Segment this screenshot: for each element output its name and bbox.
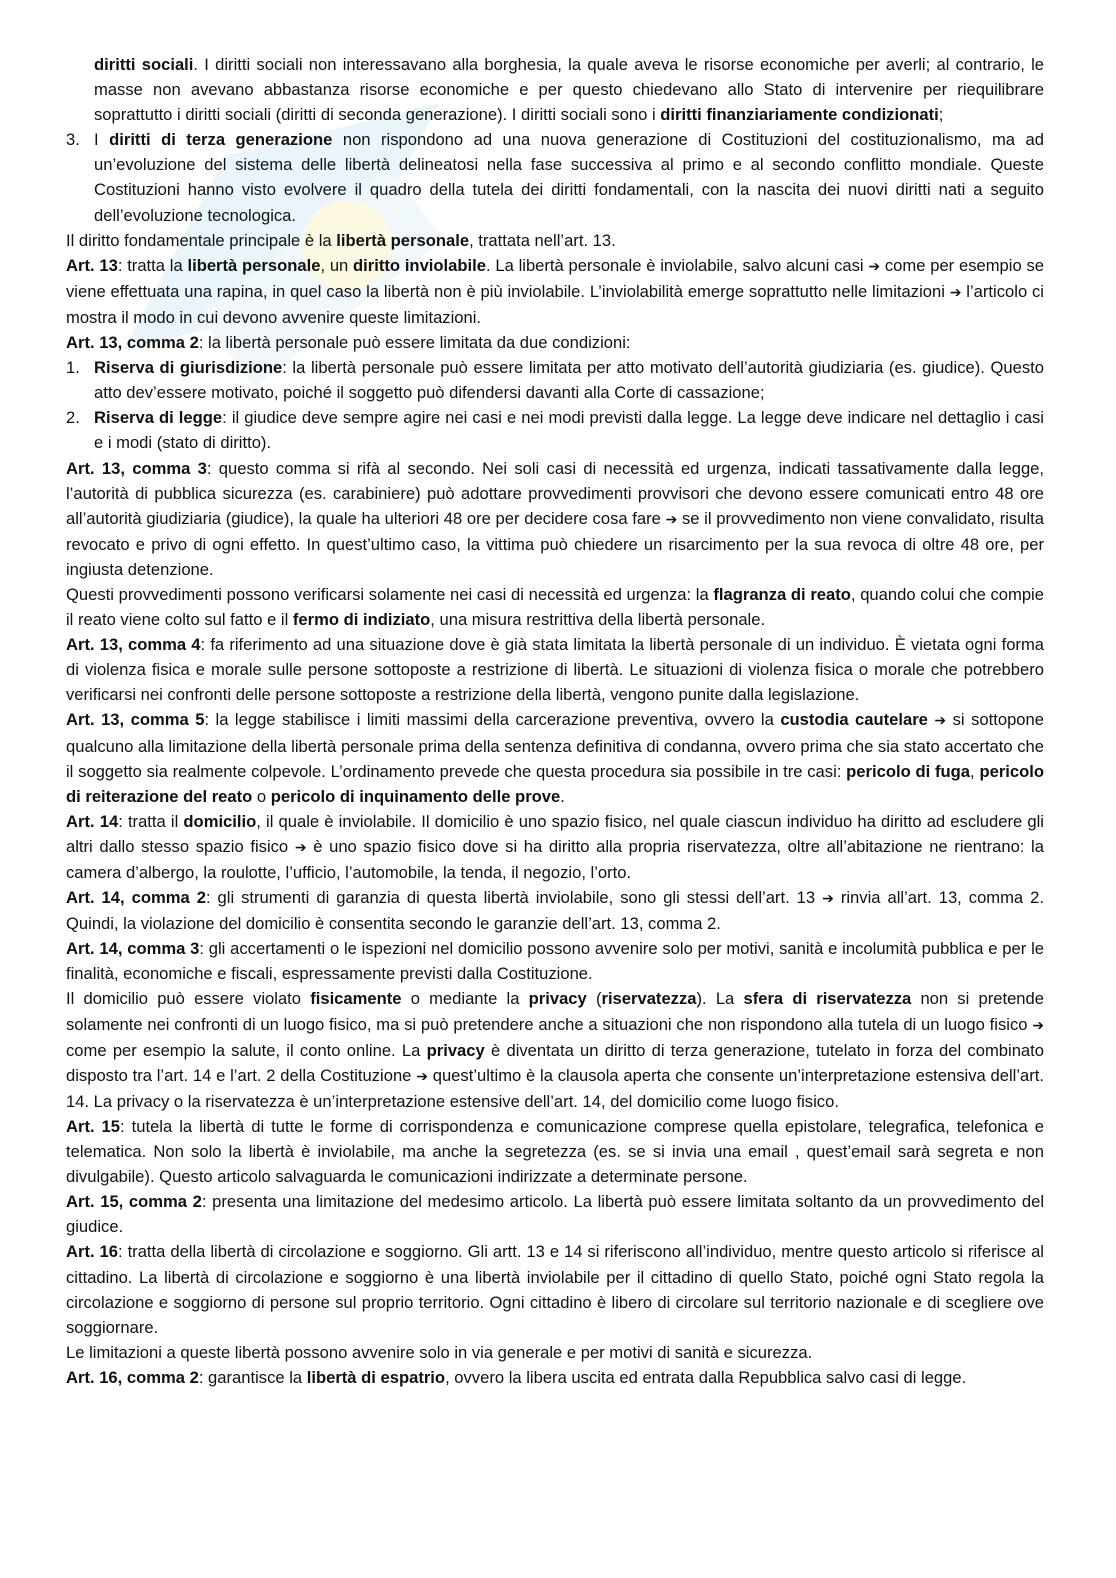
text-run: I — [94, 130, 110, 150]
bold-term: privacy — [426, 1040, 485, 1060]
text-run: Il domicilio può essere violato — [66, 989, 311, 1009]
paragraph-art-14-comma-3 — [66, 936, 1044, 986]
text-run: : tratta la — [117, 255, 188, 275]
bold-term: Art. 13, comma 2 — [66, 333, 199, 353]
arrow-icon: ➔ — [416, 1067, 428, 1084]
paragraph-art-13-comma-4 — [66, 632, 1044, 707]
text-run: : tratta della libertà di circolazione e soggiorno. Gli artt. 13 e 14 si riferiscono all’individuo, mentre questo articolo si riferisce al cittadino. La libertà di circolazione e soggiorno è una libertà inviolabile per il cittadino di quello Stato, poiché ogni Stato regola la circolazione e soggiorno di persone sul proprio territorio. Ogni cittadino è libero di circolare sul territorio nazionale e di scegliere ove soggiornare. — [66, 1242, 1044, 1337]
bold-term: sfera di riservatezza — [743, 989, 912, 1009]
text-run: : la libertà personale può essere limitata da due condizioni: — [198, 333, 631, 353]
bold-term: Riserva di legge — [94, 408, 223, 428]
paragraph-art-13-comma-2 — [66, 330, 1044, 355]
bold-term: Art. 13, comma 3 — [66, 458, 207, 478]
text-run: . La libertà personale è inviolabile, salvo alcuni casi — [485, 255, 869, 275]
text-run: : presenta una limitazione del medesimo articolo. La libertà può essere limitata soltanto da un provvedimento del giudice. — [66, 1192, 1045, 1237]
bold-term: diritti finanziariamente condizionati — [660, 105, 939, 125]
bold-term: Riserva di giurisdizione — [94, 358, 283, 378]
bold-term: libertà personale — [336, 230, 470, 250]
text-run: , il quale è inviolabile. Il domicilio è uno spazio fisico, nel quale ciascun individuo ha diritto ad escludere gli altri dallo stesso spazio fisico — [66, 811, 1044, 856]
text-run: , — [970, 761, 980, 781]
text-run: rinvia all’art. 13, comma 2. Quindi, la violazione del domicilio è consentita secondo le garanzie dell’art. 13, comma 2. — [66, 888, 1044, 934]
bold-term: flagranza di reato — [713, 584, 851, 604]
text-run: . — [560, 786, 565, 806]
bold-term: Art. 14, comma 2 — [66, 888, 206, 908]
paragraph-liberta-personale — [66, 228, 1044, 253]
arrow-icon: ➔ — [868, 257, 881, 274]
arrow-icon: ➔ — [1032, 1016, 1044, 1033]
text-run: è diventata un diritto di terza generazione, tutelato in forza del combinato disposto tra l’art. 14 e l’art. 2 della Costituzione — [66, 1040, 1044, 1085]
bold-term: libertà di espatrio — [306, 1367, 446, 1387]
text-run: : tutela la libertà di tutte le forme di corrispondenza e comunicazione comprese quella epistolare, telegrafica, telefonica e telematica. Non solo la libertà è inviolabile, ma anche la segretezza (es. se si invia una email , quest’email sarà segreta e non divulgabile). Questo articolo salvaguarda le comunicazioni indirizzate a determinate persone. — [66, 1116, 1044, 1187]
arrow-icon: ➔ — [294, 838, 307, 855]
text-run: : questo comma si rifà al secondo. Nei soli casi di necessità ed urgenza, indicati tassativamente dalla legge, l’autorità di pubblica sicurezza (es. carabiniere) può adottare provvedimenti provvisori che devono essere comunicati entro 48 ore all’autorità giudiziaria (giudice), la quale ha ulteriori 48 ore per decidere cosa fare — [66, 458, 1045, 528]
bold-term: Art. 13, comma 5 — [66, 710, 205, 730]
text-run: come per esempio la salute, il conto online. La — [66, 1040, 427, 1060]
text-run: ( — [586, 989, 602, 1009]
bold-term: Art. 13 — [66, 255, 118, 275]
text-run: è uno spazio fisico dove si ha diritto alla propria riservatezza, oltre all’abitazione ne rientrano: la camera d’albergo, la roulotte, l’ufficio, l’automobile, la tenda, il negozio, l’orto. — [66, 836, 1044, 882]
bold-term: diritto inviolabile — [353, 255, 486, 275]
arrow-icon: ➔ — [934, 712, 947, 729]
bold-term: domicilio — [183, 811, 257, 831]
text-run: ). La — [696, 989, 744, 1009]
bold-term: pericolo di inquinamento delle prove — [270, 786, 561, 806]
paragraph-art-15 — [66, 1114, 1044, 1189]
paragraph-art-14 — [66, 809, 1044, 885]
list-number: 3. — [66, 130, 80, 150]
paragraph-art-15-comma-2 — [66, 1189, 1044, 1239]
paragraph-art-16-comma-2 — [66, 1365, 1044, 1390]
text-run: : gli strumenti di garanzia di questa libertà inviolabile, sono gli stessi dell’art. 13 — [205, 888, 823, 908]
paragraph-art-13 — [66, 253, 1044, 330]
list-item-text — [94, 130, 1044, 224]
text-run: , ovvero la libera uscita ed entrata dalla Repubblica salvo casi di legge. — [445, 1367, 967, 1387]
text-run: se il provvedimento non viene convalidato, risulta revocato e privo di ogni effetto. In quest’ultimo caso, la vittima può chiedere un risarcimento per la sua revoca di oltre 48 ore, per ingiusta detenzione. — [66, 508, 1044, 579]
paragraph-art-16 — [66, 1239, 1044, 1339]
text-run: Questi provvedimenti possono verificarsi solamente nei casi di necessità ed urgenza: la — [66, 584, 714, 604]
text-run: : il giudice deve sempre agire nei casi e nei modi previsti dalla legge. La legge deve indicare nel dettaglio i casi e i modi (stato di diritto). — [94, 408, 1044, 453]
paragraph-art-14-comma-2 — [66, 885, 1044, 936]
paragraph-diritti-sociali — [66, 52, 1044, 127]
list-item-1 — [66, 355, 1044, 405]
text-run: ; — [938, 105, 944, 125]
paragraph-provvedimenti — [66, 582, 1044, 632]
text-run: quest’ultimo è la clausola aperta che consente un’interpretazione estensiva dell’art. 14. La privacy o la riservatezza è un’interpretazione estensive dell’art. 14, del domicilio come luogo fisico. — [66, 1065, 1044, 1111]
paragraph-art-13-comma-5 — [66, 707, 1044, 808]
text-run: : fa riferimento ad una situazione dove è già stata limitata la libertà personale di un individuo. È vietata ogni forma di violenza fisica e morale sulle persone sottoposte a restrizione di libertà. Le situazioni di violenza fisica o morale che potrebbero verificarsi nei confronti delle persone sottoposte a restrizione della libertà, vengono punite dalla legislazione. — [66, 635, 1044, 705]
text-run: Il diritto fondamentale principale è la — [66, 230, 337, 250]
list-item-text — [94, 358, 1044, 402]
text-run: : garantisce la — [198, 1367, 307, 1387]
list-item-3 — [66, 127, 1044, 227]
arrow-icon: ➔ — [949, 283, 962, 300]
bold-term: custodia cautelare — [780, 710, 928, 730]
bold-term: Art. 14 — [66, 811, 119, 831]
arrow-icon: ➔ — [665, 510, 678, 527]
text-run: Le limitazioni a queste libertà possono avvenire solo in via generale e per motivi di sanità e sicurezza. — [66, 1342, 813, 1362]
bold-term: Art. 13, comma 4 — [66, 635, 201, 655]
bold-term: diritti di terza generazione — [109, 130, 333, 150]
list-item-text — [94, 408, 1044, 452]
bold-term: libertà personale — [187, 255, 321, 275]
text-run: : tratta il — [118, 811, 184, 831]
text-run: come per esempio se viene effettuata una rapina, in quel caso la libertà non è più inviolabile. L’inviolabilità emerge soprattutto nelle limitazioni — [66, 255, 1044, 301]
arrow-icon: ➔ — [822, 890, 834, 907]
text-run: non rispondono ad una nuova generazione di Costituzioni del costituzionalismo, ma ad un’evoluzione del sistema delle libertà delineatosi nella fase successiva al primo e al secondo conflitto mondiale. Queste Costituzioni hanno visto evolvere il quadro della tutela dei diritti fondamentali, con la nascita dei nuovi diritti nati a seguito dell’evoluzione tecnologica. — [94, 130, 1044, 225]
bold-term: pericolo di reiterazione del reato — [66, 761, 1044, 806]
text-run: si sottopone qualcuno alla limitazione della libertà personale prima della sentenza definitiva di condanna, ovvero prima che sia stato accertato che il soggetto sia realmente colpevole. L’ordinamento prevede che questa procedura sia possibile in tre casi: — [66, 710, 1044, 781]
text-run: , un — [320, 255, 354, 275]
text-run: , quando colui che compie il reato viene colto sul fatto e il — [66, 584, 1044, 630]
list-number: 1. — [66, 358, 80, 378]
bold-term: Art. 14, comma 3 — [66, 939, 200, 959]
bold-term: Art. 15, comma 2 — [66, 1192, 202, 1212]
text-run: non si pretende solamente nei confronti di un luogo fisico, ma si può pretendere anche a situazioni che non rispondono alla tutela di un luogo fisico — [66, 989, 1044, 1034]
text-run: : gli accertamenti o le ispezioni nel domicilio possono avvenire solo per motivi, sanità e incolumità pubblica e per le finalità, economiche e fiscali, espressamente previsti dalla Costituzione. — [66, 939, 1044, 984]
paragraph-art-13-comma-3 — [66, 456, 1044, 582]
bold-term: fisicamente — [310, 989, 402, 1009]
text-run: : la legge stabilisce i limiti massimi della carcerazione preventiva, ovvero la — [204, 710, 781, 730]
list-item-2 — [66, 405, 1044, 455]
text-run: : la libertà personale può essere limitata per atto motivato dell’autorità giudiziaria (es. giudice). Questo atto dev’essere motivato, poiché il soggetto può difendersi davanti alla Corte di cassazione; — [94, 358, 1044, 403]
text-run: , trattata nell’art. 13. — [469, 230, 616, 250]
bold-term: Art. 15 — [66, 1116, 121, 1136]
bold-term: Art. 16 — [66, 1242, 118, 1262]
text-run: . I diritti sociali non interessavano alla borghesia, la quale aveva le risorse economiche per averli; al contrario, le masse non avevano abbastanza risorse economiche e per questo chiedevano allo Stato di intervenire per riequilibrare soprattutto i diritti sociali (diritti di seconda generazione). I diritti sociali sono i — [94, 55, 1044, 125]
list-number: 2. — [66, 408, 80, 428]
text-run: l’articolo ci mostra il modo in cui devono avvenire queste limitazioni. — [66, 281, 1044, 327]
text-run: o mediante la — [401, 989, 529, 1009]
text-run: , una misura restrittiva della libertà personale. — [430, 610, 766, 630]
bold-term: riservatezza — [601, 989, 697, 1009]
text-run: o — [252, 786, 271, 806]
bold-term: diritti sociali — [94, 55, 194, 74]
paragraph-privacy — [66, 986, 1044, 1113]
bold-term: pericolo di fuga — [846, 761, 971, 781]
paragraph-limitazioni — [66, 1340, 1044, 1365]
bold-term: fermo di indiziato — [292, 610, 431, 630]
document-body — [66, 52, 1044, 1390]
bold-term: privacy — [528, 989, 587, 1009]
bold-term: Art. 16, comma 2 — [66, 1367, 199, 1387]
